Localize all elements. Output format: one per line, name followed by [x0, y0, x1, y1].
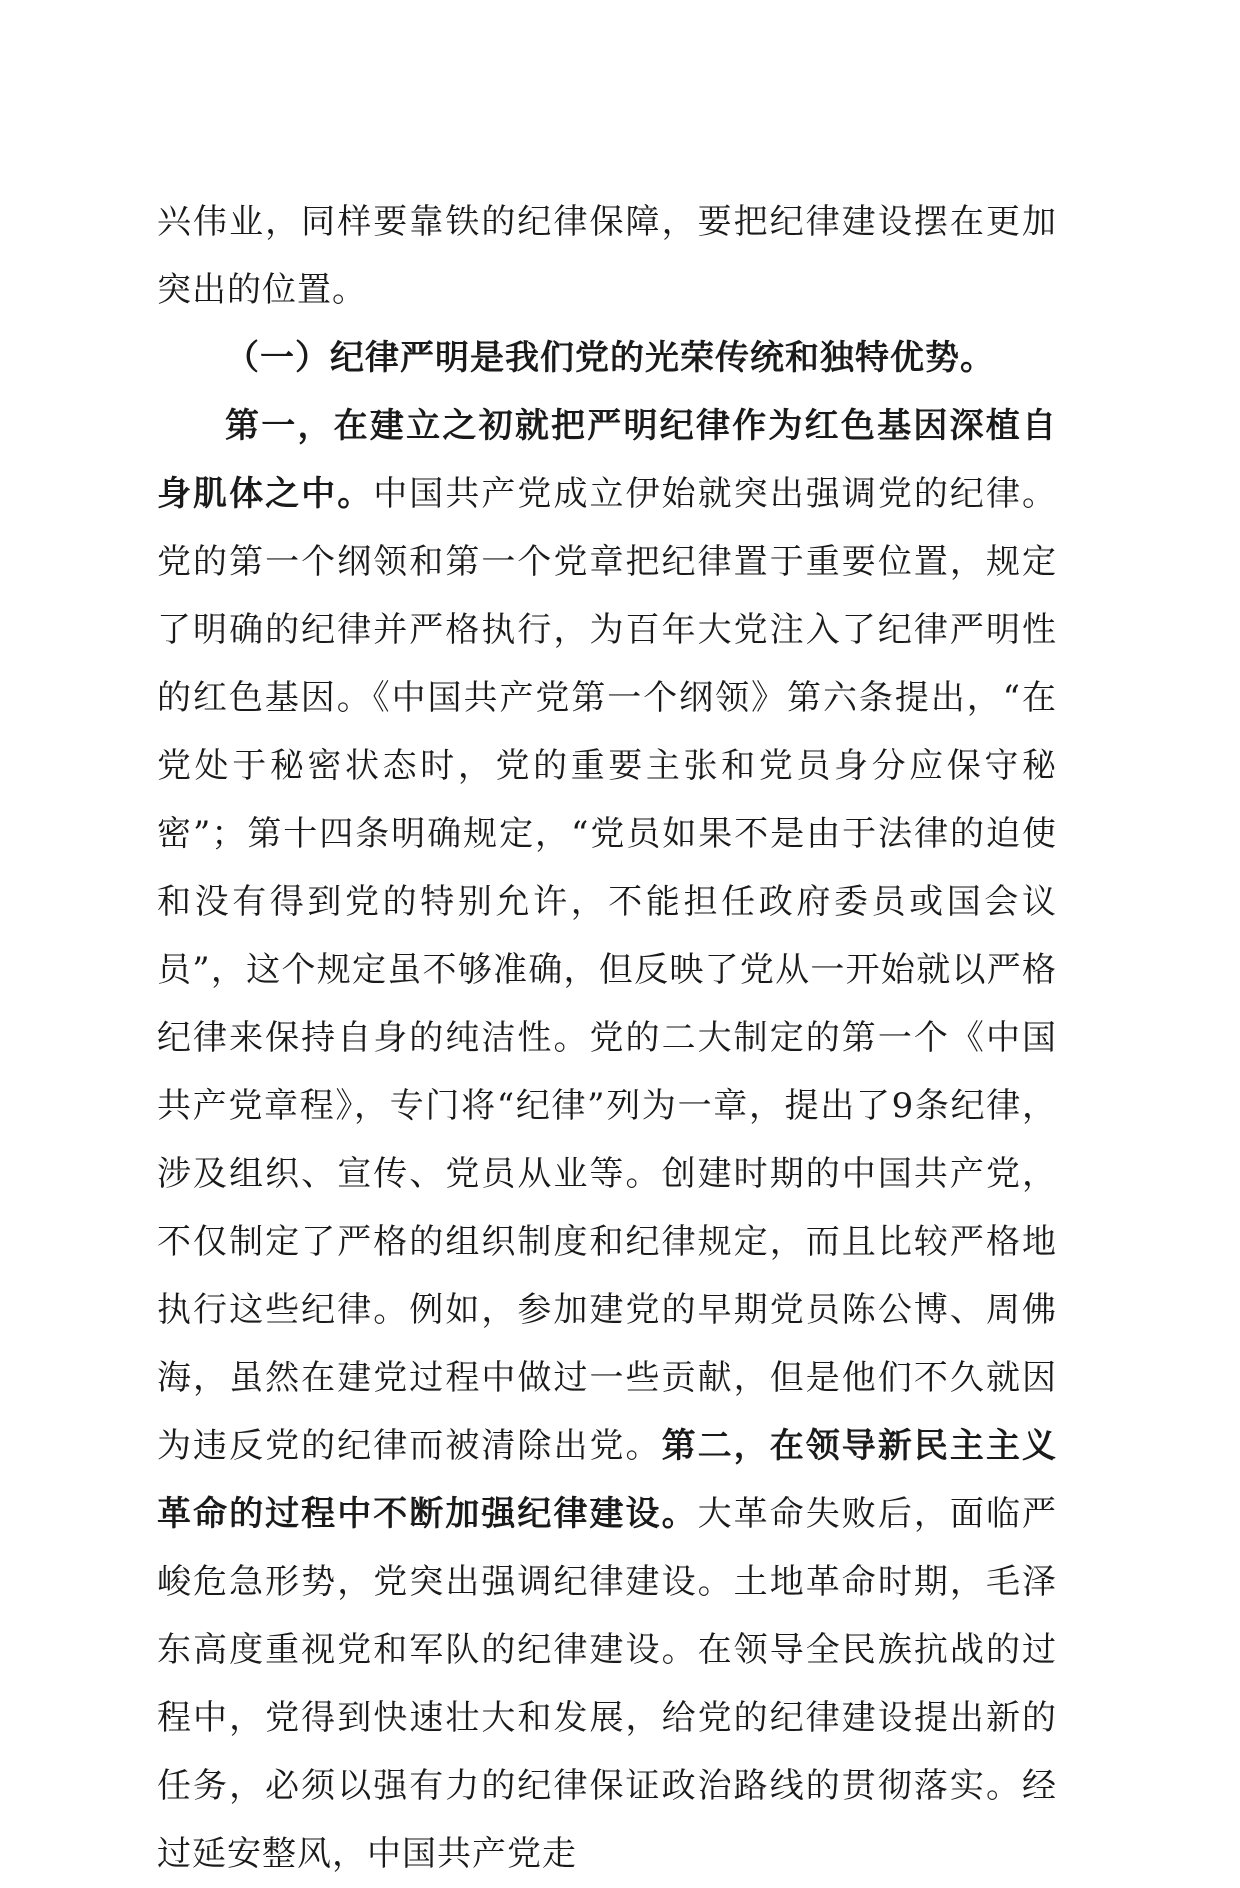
section-heading: （一）纪律严明是我们党的光荣传统和独特优势。: [225, 338, 995, 378]
lead-sentence-second: 第二，在领导新民主主义革命的过程中不断加强纪律建设。: [157, 1426, 1058, 1534]
paragraph-text-second: 大革命失败后，面临严峻危急形势，党突出强调纪律建设。土地革命时期，毛泽东高度重视党和军队的纪律建设。在领导全民族抗战的过程中，党得到快速壮大和发展，给党的纪律建设提出新的任务，必须以强有力的纪律保证政治路线的贯彻落实。经过延安整风，中国共产党走: [157, 1494, 1057, 1874]
paragraph-text-first: 中国共产党成立伊始就突出强调党的纪律。党的第一个纲领和第一个党章把纪律置于重要位置，规定了明确的纪律并严格执行，为百年大党注入了纪律严明性的红色基因。《中国共产党第一个纲领》第六条提出，“在党处于秘密状态时，党的重要主张和党员身分应保守秘密”；第十四条明确规定，“党员如果不是由于法律的迫使和没有得到党的特别允许，不能担任政府委员或国会议员”，这个规定虽不够准确，但反映了党从一开始就以严格纪律来保持自身的纯洁性。党的二大制定的第一个《中国共产党章程》，专门将“纪律”列为一章，提出了9条纪律，涉及组织、宣传、党员从业等。创建时期的中国共产党，不仅制定了严格的组织制度和纪律规定，而且比较严格地执行这些纪律。例如，参加建党的早期党员陈公博、周佛海，虽然在建党过程中做过一些贡献，但是他们不久就因为违反党的纪律而被清除出党。: [157, 474, 1057, 1466]
document-body: [157, 188, 1057, 1888]
paragraph-continuation: 兴伟业，同样要靠铁的纪律保障，要把纪律建设摆在更加突出的位置。: [157, 202, 1057, 310]
lead-sentence-first: 第一，在建立之初就把严明纪律作为红色基因深植自身肌体之中。: [157, 406, 1057, 514]
paragraph-main: [157, 392, 1057, 1888]
